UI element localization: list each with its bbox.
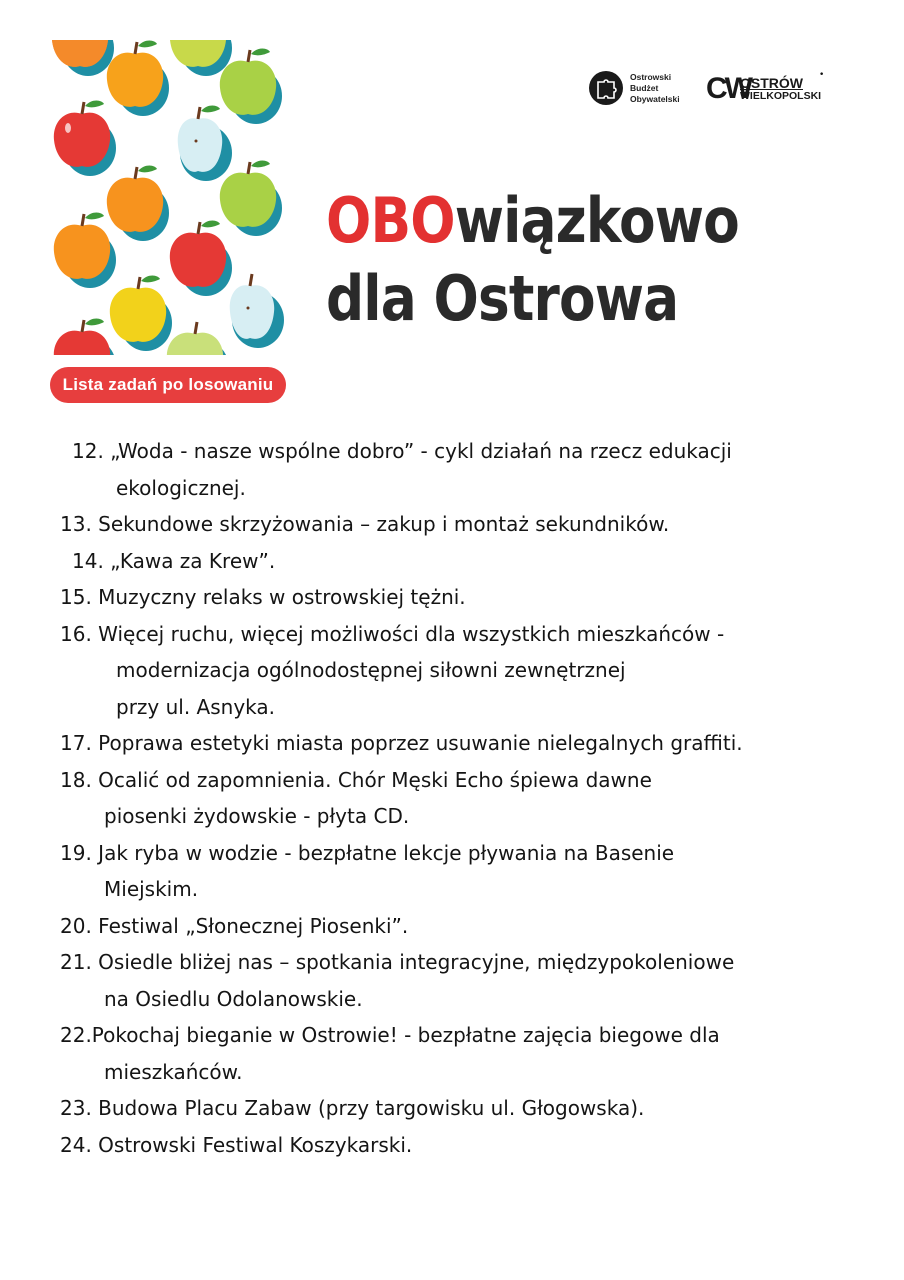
list-item: 24. Ostrowski Festiwal Koszykarski. — [60, 1132, 413, 1157]
list-item: 19. Jak ryba w wodzie - bezpłatne lekcje pływania na Basenie — [60, 840, 675, 865]
ow-monogram-icon: CW — [706, 72, 750, 105]
list-item: ekologicznej. — [116, 475, 246, 500]
list-item: 23. Budowa Placu Zabaw (przy targowisku ul. Głogowska). — [60, 1096, 645, 1120]
obo-logo — [588, 70, 680, 106]
list-badge: Lista zadań po losowaniu — [50, 367, 286, 403]
ostrow-logo: CW OSTRÓW WIELKOPOLSKI • — [706, 70, 825, 105]
list-item: 15. Muzyczny relaks w ostrowskiej tężni. — [60, 585, 466, 609]
list-item: 13. Sekundowe skrzyżowania – zakup i montaż sekundników. — [60, 512, 670, 536]
list-item: 20. Festiwal „Słonecznej Piosenki”. — [60, 913, 409, 938]
list-item: 16. Więcej ruchu, więcej możliwości dla wszystkich mieszkańców - — [60, 621, 725, 646]
list-item: 22.Pokochaj bieganie w Ostrowie! - bezpłatne zajęcia biegowe dla — [60, 1023, 720, 1047]
list-item: przy ul. Asnyka. — [116, 694, 276, 719]
puzzle-logo-icon — [588, 70, 624, 106]
list-item: 14. „Kawa za Krew”. — [72, 548, 276, 573]
list-item: 18. Ocalić od zapomnienia. Chór Męski Echo śpiewa dawne — [60, 767, 652, 792]
list-item: piosenki żydowskie - płyta CD. — [104, 804, 410, 828]
list-item: mieszkańców. — [104, 1059, 243, 1084]
list-item: 21. Osiedle bliżej nas – spotkania integracyjne, międzypokoleniowe — [60, 950, 735, 974]
task-list — [60, 433, 860, 1163]
list-item: modernizacja ogólnodostępnej siłowni zewnętrznej — [116, 658, 626, 682]
star-icon: • — [819, 70, 825, 80]
list-item: na Osiedlu Odolanowskie. — [104, 986, 363, 1011]
page-title: OBOwiązkowo dla Ostrowa — [326, 184, 739, 335]
obo-logo-text: Ostrowski Budżet Obywatelski — [630, 71, 680, 104]
list-item: Miejskim. — [104, 877, 199, 901]
list-item: 17. Poprawa estetyki miasta poprzez usuwanie nielegalnych graffiti. — [60, 731, 743, 755]
list-item: 12. „Woda - nasze wspólne dobro” - cykl działań na rzecz edukacji — [72, 439, 732, 463]
apple-pattern-illustration — [50, 40, 288, 355]
